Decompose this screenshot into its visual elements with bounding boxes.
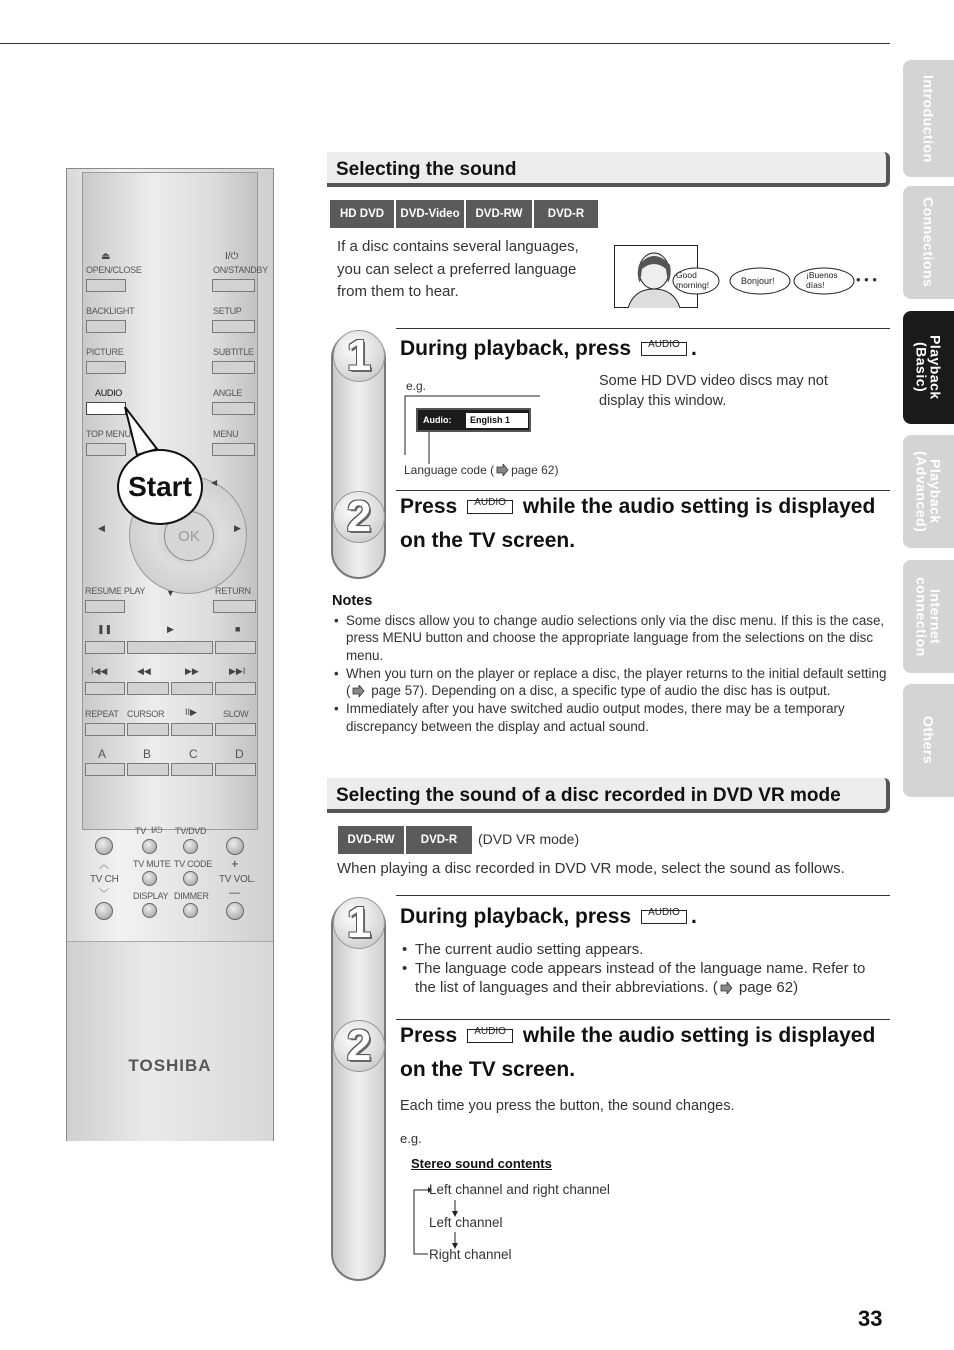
skip-forward-icon: ▶▶I	[229, 666, 246, 676]
note-line: display this window.	[599, 393, 727, 409]
audio-key-label: AUDIO	[648, 907, 680, 918]
setup-button[interactable]	[212, 320, 255, 333]
tv-vol-down-button[interactable]	[226, 902, 244, 920]
audio-osd-window	[416, 408, 531, 432]
display-label: DISPLAY	[133, 891, 169, 901]
stop-button[interactable]	[215, 641, 256, 654]
stop-icon: ■	[235, 624, 241, 634]
cycle-item: Left channel and right channel	[429, 1182, 610, 1197]
step1-title-suffix: .	[690, 905, 697, 928]
frame-advance-button[interactable]	[171, 723, 213, 736]
fast-forward-button[interactable]	[171, 682, 213, 695]
audio-key-icon	[467, 497, 513, 514]
backlight-button[interactable]	[86, 320, 126, 333]
repeat-label: REPEAT	[85, 709, 119, 719]
b-label: B	[143, 747, 151, 761]
step2-title	[400, 490, 875, 558]
tv-code-label: TV CODE	[174, 859, 212, 869]
bubble-good-morning: Good morning!	[676, 270, 710, 290]
disc-badge: DVD-R	[534, 200, 598, 228]
step1-title-text: During playback, press	[400, 905, 632, 928]
dimmer-label: DIMMER	[174, 891, 209, 901]
d-button[interactable]	[215, 763, 256, 776]
tv-dvd-button[interactable]	[183, 839, 198, 854]
tv-label: TV	[135, 826, 146, 836]
open-close-button[interactable]	[86, 279, 126, 292]
return-button[interactable]	[213, 600, 256, 613]
tv-vol-label: TV VOL.	[219, 874, 256, 885]
disc-badge: HD DVD	[330, 200, 394, 228]
step-number-1: 1	[333, 330, 385, 382]
slow-button[interactable]	[215, 723, 256, 736]
intro-line: from them to hear.	[337, 283, 459, 300]
on-standby-button[interactable]	[212, 279, 255, 292]
note-text: When you turn on the player or replace a disc, the player returns to the initial default setting (	[346, 665, 887, 699]
section-title: Selecting the sound	[336, 159, 517, 180]
tv-vol-up-button[interactable]	[226, 837, 244, 855]
resume-play-label: RESUME PLAY	[85, 586, 146, 596]
angle-button[interactable]	[212, 402, 255, 415]
ellipsis-dots: • • •	[856, 272, 877, 287]
picture-button[interactable]	[86, 361, 126, 374]
remote-button-panel	[82, 172, 268, 830]
frame-advance-icon: II▶	[185, 707, 197, 717]
arrow-down-icon: ▼	[166, 588, 175, 598]
remote-control-illustration	[66, 168, 274, 1141]
step-number-1: 1	[333, 897, 385, 949]
step2-title-text: Press	[400, 495, 458, 518]
play-icon: ▶	[167, 624, 174, 634]
play-button[interactable]	[127, 641, 213, 654]
note-item	[332, 665, 892, 700]
tab-others-label: Others	[920, 716, 937, 765]
notes-list	[332, 612, 892, 736]
disc-badge: DVD-RW	[338, 826, 404, 854]
step2-title	[400, 1019, 875, 1087]
tab-playback-advanced-label: Playback (Advanced)	[913, 450, 944, 533]
a-label: A	[98, 747, 106, 761]
picture-label: PICTURE	[86, 347, 124, 357]
audio-key-icon	[641, 907, 687, 924]
section-dvd-vr-header	[327, 778, 890, 813]
cycle-item: Right channel	[429, 1247, 512, 1262]
step-number-2: 2	[333, 491, 385, 543]
repeat-button[interactable]	[85, 723, 125, 736]
note-text: page 57). Depending on a disc, a specific type of audio the disc has is output.	[367, 683, 831, 699]
page-ref-arrow-icon	[496, 464, 509, 476]
angle-label: ANGLE	[213, 388, 243, 398]
start-callout: Start	[117, 449, 203, 525]
b-button[interactable]	[127, 763, 169, 776]
eg-label: e.g.	[400, 1131, 422, 1146]
dimmer-button[interactable]	[183, 903, 198, 918]
tv-ch-up-button[interactable]	[95, 837, 113, 855]
toshiba-logo: TOSHIBA	[128, 1056, 212, 1075]
intro-line: If a disc contains several languages,	[337, 238, 579, 255]
return-label: RETURN	[215, 586, 251, 596]
step-track	[331, 898, 386, 1281]
tab-playback-basic[interactable]	[903, 311, 954, 424]
menu-button[interactable]	[212, 443, 255, 456]
page-ref-arrow-icon	[720, 982, 733, 994]
cursor-label: CURSOR	[127, 709, 165, 719]
tv-ch-label: TV CH	[90, 874, 119, 885]
bullet-text: page 62)	[734, 979, 799, 996]
intro-text	[337, 236, 579, 304]
minus-icon: —	[229, 887, 240, 899]
power-icon: I/⏻	[225, 251, 239, 262]
cursor-button[interactable]	[127, 723, 169, 736]
notes-heading: Notes	[332, 593, 373, 609]
tab-internet-connection-label: Internet connection	[913, 576, 944, 657]
step-number-2: 2	[333, 1020, 385, 1072]
tv-mute-label: TV MUTE	[133, 859, 171, 869]
disc-type-badges	[330, 200, 600, 228]
arrow-right-icon: ▶	[234, 523, 241, 533]
step2-title-text: Press	[400, 1024, 458, 1047]
tv-power-icon: I/⏻	[151, 825, 163, 835]
disc-badge: DVD-Video	[396, 200, 464, 228]
dvd-vr-mode-note: (DVD VR mode)	[478, 831, 580, 847]
tab-connections-label: Connections	[920, 197, 937, 288]
remote-bottom	[67, 941, 273, 1141]
tab-playback-basic-label: Playback (Basic)	[913, 335, 944, 400]
c-label: C	[189, 747, 198, 761]
step1-title	[400, 900, 697, 934]
tab-connections[interactable]	[903, 186, 954, 299]
audio-key-label: AUDIO	[474, 497, 506, 508]
tv-power-button[interactable]	[142, 839, 157, 854]
audio-label: AUDIO	[95, 388, 123, 398]
backlight-label: BACKLIGHT	[86, 306, 135, 316]
tv-ch-down-button[interactable]	[95, 902, 113, 920]
bubble-buenos-dias: ¡Buenos días!	[806, 270, 838, 290]
rewind-icon: ◀◀	[137, 666, 151, 676]
osd-value: English 1	[466, 413, 528, 428]
setup-label: SETUP	[213, 306, 242, 316]
a-button[interactable]	[85, 763, 125, 776]
plus-icon: +	[231, 856, 239, 871]
eject-icon: ⏏	[101, 251, 111, 262]
section-title: Selecting the sound of a disc recorded in DVD VR mode	[336, 785, 841, 806]
tab-playback-advanced[interactable]	[903, 435, 954, 548]
d-label: D	[235, 747, 244, 761]
stereo-heading: Stereo sound contents	[411, 1156, 552, 1171]
subtitle-button[interactable]	[212, 361, 255, 374]
ref-text: Language code (	[404, 463, 495, 477]
c-button[interactable]	[171, 763, 213, 776]
tab-introduction-label: Introduction	[920, 74, 937, 163]
skip-forward-button[interactable]	[215, 682, 256, 695]
step2-title-text: while the audio setting is displayed	[522, 1024, 876, 1047]
subtitle-label: SUBTITLE	[213, 347, 254, 357]
disc-badge: DVD-R	[406, 826, 472, 854]
step2-title-line2: on the TV screen.	[400, 529, 576, 552]
arrow-left-icon: ◀	[98, 523, 105, 533]
callout-line	[425, 432, 433, 464]
cycle-item: Left channel	[429, 1215, 503, 1230]
tab-others[interactable]	[903, 684, 954, 797]
display-button[interactable]	[142, 903, 157, 918]
on-standby-label: ON/STANDBY	[213, 265, 268, 275]
audio-key-label: AUDIO	[474, 1026, 506, 1037]
audio-key-label: AUDIO	[648, 339, 680, 350]
step2-title-line2: on the TV screen.	[400, 1058, 576, 1081]
section-selecting-sound-header	[327, 152, 890, 187]
rewind-button[interactable]	[127, 682, 169, 695]
step2-description: Each time you press the button, the sound changes.	[400, 1098, 735, 1114]
pause-icon: ❚❚	[97, 624, 113, 634]
tab-introduction[interactable]	[903, 60, 954, 177]
step1-bullets	[400, 940, 890, 997]
chevron-down-icon: ﹀	[99, 889, 109, 900]
chevron-up-icon: ︿	[99, 860, 109, 871]
page-ref-arrow-icon	[352, 685, 365, 697]
menu-label: MENU	[213, 429, 239, 439]
skip-back-icon: I◀◀	[91, 666, 108, 676]
tab-internet-connection[interactable]	[903, 560, 954, 673]
step2-title-text: while the audio setting is displayed	[522, 495, 876, 518]
open-close-label: OPEN/CLOSE	[86, 265, 142, 275]
bullet-item	[400, 959, 890, 997]
page-number: 33	[858, 1306, 883, 1331]
section2-intro: When playing a disc recorded in DVD VR mode, select the sound as follows.	[337, 860, 845, 877]
note-item: • Some discs allow you to change audio selections only via the disc menu. If this is the case, press MENU button and choose the appropriate language from the selections on the disc menu.	[332, 612, 892, 664]
osd-label: Audio:	[423, 415, 452, 425]
step1-title-text: During playback, press	[400, 337, 632, 360]
note-item: • Immediately after you have switched audio output modes, there may be a temporary discrepancy between the display and actual sound.	[332, 700, 892, 735]
bullet-item: • The current audio setting appears.	[400, 940, 890, 959]
pause-button[interactable]	[85, 641, 125, 654]
arrow-up-icon: ◀	[211, 478, 218, 487]
bubble-bonjour: Bonjour!	[741, 276, 775, 286]
language-code-ref	[404, 463, 558, 477]
top-rule	[0, 43, 890, 44]
ref-text: page 62)	[511, 463, 559, 477]
hd-dvd-note	[599, 371, 828, 411]
resume-play-button[interactable]	[85, 600, 125, 613]
slow-label: SLOW	[223, 709, 249, 719]
bullet-text: The language code appears instead of the language name. Refer to the list of languages and their abbreviations. (	[415, 960, 866, 996]
audio-key-icon	[641, 339, 687, 356]
skip-back-button[interactable]	[85, 682, 125, 695]
intro-line: you can select a preferred language	[337, 260, 577, 278]
disc-badge: DVD-RW	[466, 200, 532, 228]
disc-type-badges	[338, 826, 474, 854]
step1-title	[400, 332, 697, 366]
ok-button[interactable]: OK	[164, 511, 214, 561]
tv-dvd-label: TV/DVD	[175, 826, 207, 836]
fast-forward-icon: ▶▶	[185, 666, 199, 676]
step1-title-suffix: .	[690, 337, 697, 360]
tv-mute-button[interactable]	[142, 871, 157, 886]
note-line: Some HD DVD video discs may not	[599, 373, 828, 389]
audio-key-icon	[467, 1026, 513, 1043]
eg-label: e.g.	[406, 379, 427, 393]
tv-code-button[interactable]	[183, 871, 198, 886]
top-menu-label: TOP MENU	[86, 429, 131, 439]
